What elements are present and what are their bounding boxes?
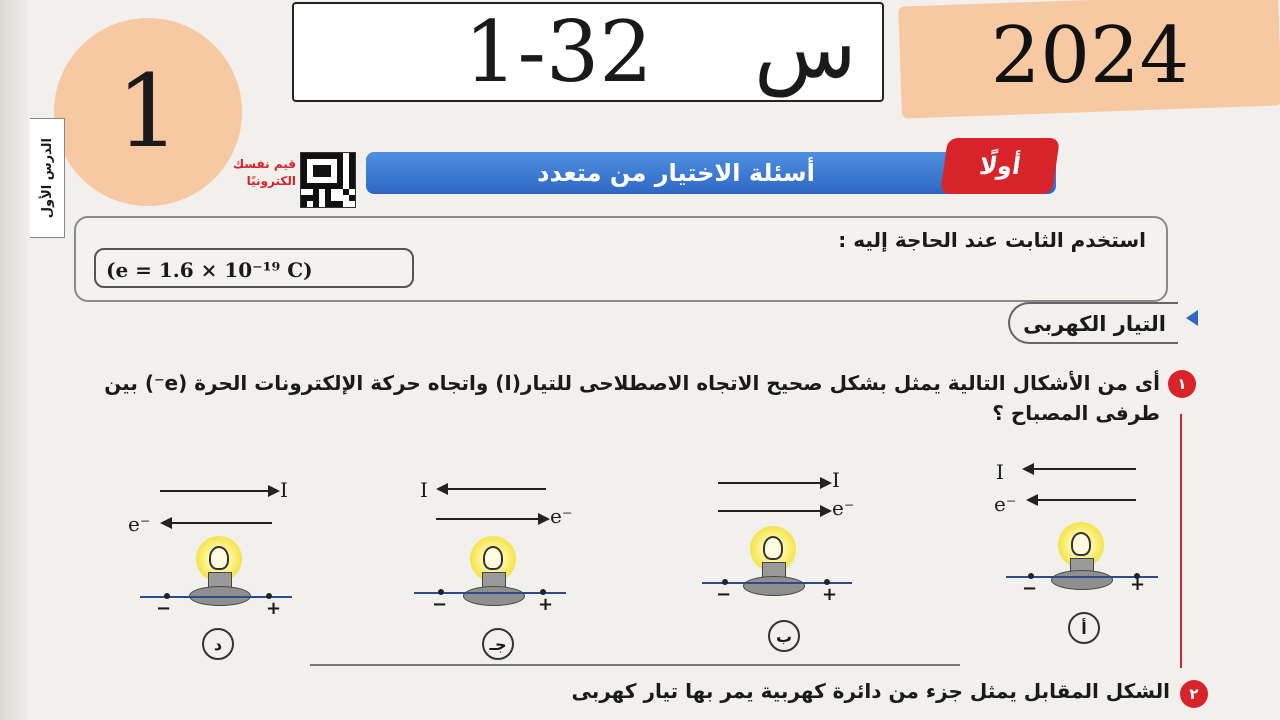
current-arrow [446, 488, 546, 490]
page-edge [0, 0, 28, 720]
current-label: I [420, 478, 428, 502]
section-tag: أولًا [940, 138, 1060, 194]
arrow-head-right-icon [820, 505, 832, 517]
bulb-icon [483, 546, 503, 570]
constant-value: (e = 1.6 × 10⁻¹⁹ C) [94, 248, 414, 288]
question-2-text: الشكل المقابل يمثل جزء من دائرة كهربية يمر بها تيار كهربى [571, 679, 1170, 703]
minus-sign: − [432, 594, 448, 615]
electron-label: e⁻ [128, 512, 151, 536]
diagram-c [400, 468, 630, 668]
current-arrow [160, 490, 270, 492]
bulb-icon [763, 536, 783, 560]
bulb-base [463, 586, 525, 606]
plus-sign: + [266, 598, 282, 619]
plus-sign: + [1130, 574, 1146, 595]
divider [310, 664, 960, 666]
bulb-base [1051, 570, 1113, 590]
choice-c[interactable]: جـ [482, 628, 514, 660]
lesson-circle: 1 [54, 18, 242, 206]
side-tab-label: الدرس الأول [39, 137, 55, 219]
current-label: I [280, 478, 288, 502]
bulb-icon [1071, 532, 1091, 556]
question-1-text: أى من الأشكال التالية يمثل بشكل صحيح الاتجاه الاصطلاحى للتيار(I) واتجاه حركة الإلكترونات الحرة (e⁻) بين طرفى المصباح ؟ [104, 371, 1160, 425]
bulb-icon [209, 546, 229, 570]
side-tab [30, 118, 65, 238]
arrow-head-right-icon [538, 513, 550, 525]
question-number-box [292, 2, 884, 102]
bulb-base [743, 576, 805, 596]
qr-code-icon[interactable] [300, 152, 356, 208]
constant-box [74, 216, 1168, 302]
qr-label [206, 156, 296, 190]
question-letter: س [754, 0, 857, 97]
minus-sign: − [156, 598, 172, 619]
constant-label: استخدم الثابت عند الحاجة إليه : [838, 228, 1146, 252]
electron-label: e⁻ [550, 504, 573, 528]
section-title: أسئلة الاختيار من متعدد [537, 159, 815, 187]
question-1-badge: ١ [1168, 370, 1196, 398]
topic-heading: التيار الكهربى [1008, 302, 1178, 344]
arrow-head-right-icon [820, 477, 832, 489]
electron-arrow [718, 510, 822, 512]
qr-label-line2: الكترونيًا [246, 174, 296, 188]
current-arrow [1032, 468, 1136, 470]
electron-arrow [1036, 499, 1136, 501]
diagram-b [700, 462, 930, 662]
diagram-a [990, 456, 1220, 656]
choice-a[interactable]: أ [1068, 612, 1100, 644]
electron-arrow [436, 518, 540, 520]
electron-label: e⁻ [832, 496, 855, 520]
minus-sign: − [1022, 578, 1038, 599]
choice-d[interactable]: د [202, 628, 234, 660]
arrow-head-right-icon [268, 485, 280, 497]
question-number: 1-32 [464, 3, 653, 101]
current-label: I [832, 468, 840, 492]
electron-arrow [170, 522, 272, 524]
current-label: I [996, 460, 1004, 484]
year-label: 2024 [990, 11, 1190, 101]
diagram-d [120, 470, 350, 670]
question-2-badge: ٢ [1180, 680, 1208, 708]
choice-b[interactable]: ب [768, 620, 800, 652]
qr-label-line1: قيم نفسك [233, 157, 296, 171]
topic-arrow-icon [1186, 310, 1198, 326]
minus-sign: − [716, 584, 732, 605]
qr-cell [349, 201, 355, 207]
electron-label: e⁻ [994, 492, 1017, 516]
plus-sign: + [538, 594, 554, 615]
plus-sign: + [822, 584, 838, 605]
current-arrow [718, 482, 822, 484]
